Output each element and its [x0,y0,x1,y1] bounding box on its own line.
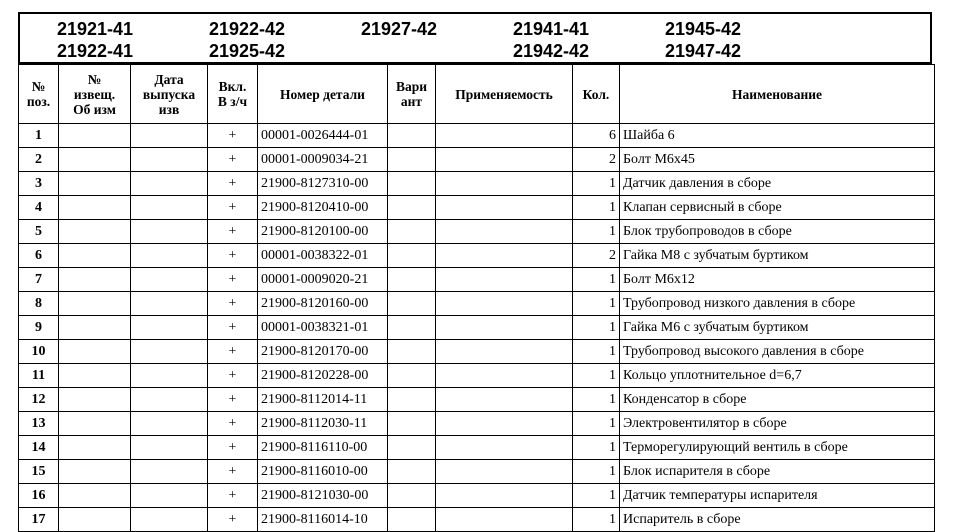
cell-included: + [208,124,258,148]
cell-pos: 6 [19,244,59,268]
table-header-row [19,65,935,124]
cell-applicability [436,340,573,364]
cell-pos: 8 [19,292,59,316]
cell-issue-date [131,196,208,220]
cell-pos: 4 [19,196,59,220]
cell-name: Трубопровод низкого давления в сборе [620,292,935,316]
cell-name: Болт М6х12 [620,268,935,292]
col-header-variant: Вари ант [388,65,436,124]
cell-issue-date [131,124,208,148]
table-row [19,388,935,412]
cell-notice [59,172,131,196]
cell-name: Шайба 6 [620,124,935,148]
cell-variant [388,436,436,460]
cell-variant [388,412,436,436]
cell-issue-date [131,412,208,436]
cell-name: Электровентилятор в сборе [620,412,935,436]
cell-included: + [208,316,258,340]
cell-notice [59,244,131,268]
cell-applicability [436,244,573,268]
cell-notice [59,388,131,412]
cell-variant [388,460,436,484]
cell-name: Болт М6х45 [620,148,935,172]
cell-part-number: 00001-0009020-21 [258,268,388,292]
cell-applicability [436,196,573,220]
cell-notice [59,220,131,244]
cell-issue-date [131,388,208,412]
cell-applicability [436,436,573,460]
table-row [19,316,935,340]
cell-qty: 1 [573,340,620,364]
cell-pos: 9 [19,316,59,340]
models-header [18,12,932,64]
cell-issue-date [131,268,208,292]
cell-issue-date [131,244,208,268]
cell-notice [59,148,131,172]
cell-qty: 1 [573,460,620,484]
cell-part-number: 21900-8116110-00 [258,436,388,460]
cell-variant [388,268,436,292]
cell-part-number: 00001-0026444-01 [258,124,388,148]
table-row [19,460,935,484]
cell-part-number: 21900-8112030-11 [258,412,388,436]
cell-applicability [436,172,573,196]
cell-part-number: 21900-8120160-00 [258,292,388,316]
cell-variant [388,124,436,148]
cell-issue-date [131,436,208,460]
cell-part-number: 21900-8112014-11 [258,388,388,412]
cell-name: Гайка М8 с зубчатым буртиком [620,244,935,268]
cell-issue-date [131,172,208,196]
cell-part-number: 21900-8127310-00 [258,172,388,196]
cell-qty: 1 [573,436,620,460]
table-row [19,172,935,196]
model-code: 21921-41 [57,19,134,39]
col-header-pos: № поз. [19,65,59,124]
cell-notice [59,292,131,316]
cell-qty: 6 [573,124,620,148]
cell-issue-date [131,508,208,532]
cell-included: + [208,244,258,268]
cell-pos: 15 [19,460,59,484]
cell-pos: 16 [19,484,59,508]
cell-notice [59,484,131,508]
table-row [19,484,935,508]
cell-qty: 1 [573,412,620,436]
cell-applicability [436,148,573,172]
cell-name: Терморегулирующий вентиль в сборе [620,436,935,460]
table-row [19,244,935,268]
cell-variant [388,340,436,364]
cell-notice [59,508,131,532]
cell-notice [59,412,131,436]
cell-included: + [208,220,258,244]
cell-pos: 11 [19,364,59,388]
model-code: 21945-42 [665,19,742,39]
cell-variant [388,388,436,412]
cell-included: + [208,388,258,412]
parts-table [18,64,935,532]
cell-issue-date [131,292,208,316]
cell-notice [59,436,131,460]
cell-notice [59,268,131,292]
cell-qty: 1 [573,316,620,340]
cell-name: Датчик давления в сборе [620,172,935,196]
cell-part-number: 21900-8116014-10 [258,508,388,532]
cell-included: + [208,292,258,316]
model-code: 21942-42 [513,41,590,61]
cell-applicability [436,388,573,412]
cell-name: Блок испарителя в сборе [620,460,935,484]
table-row [19,292,935,316]
cell-included: + [208,364,258,388]
cell-name: Конденсатор в сборе [620,388,935,412]
model-code: 21941-41 [513,19,590,39]
cell-pos: 14 [19,436,59,460]
cell-notice [59,196,131,220]
cell-issue-date [131,220,208,244]
table-row [19,124,935,148]
col-header-name: Наименование [620,65,935,124]
cell-applicability [436,412,573,436]
cell-included: + [208,340,258,364]
cell-part-number: 21900-8120100-00 [258,220,388,244]
cell-variant [388,244,436,268]
col-header-qty: Кол. [573,65,620,124]
cell-pos: 12 [19,388,59,412]
cell-applicability [436,268,573,292]
cell-applicability [436,316,573,340]
cell-notice [59,316,131,340]
cell-included: + [208,508,258,532]
cell-applicability [436,364,573,388]
cell-notice [59,364,131,388]
cell-name: Испаритель в сборе [620,508,935,532]
cell-qty: 1 [573,388,620,412]
cell-qty: 1 [573,172,620,196]
cell-pos: 1 [19,124,59,148]
cell-included: + [208,436,258,460]
cell-variant [388,364,436,388]
cell-pos: 13 [19,412,59,436]
cell-pos: 3 [19,172,59,196]
cell-qty: 1 [573,292,620,316]
cell-qty: 1 [573,508,620,532]
model-code: 21947-42 [665,41,742,61]
cell-issue-date [131,316,208,340]
table-row [19,268,935,292]
cell-pos: 10 [19,340,59,364]
table-row [19,148,935,172]
model-code: 21922-42 [209,19,286,39]
cell-applicability [436,292,573,316]
table-row [19,508,935,532]
cell-included: + [208,460,258,484]
cell-included: + [208,484,258,508]
cell-applicability [436,460,573,484]
cell-notice [59,124,131,148]
cell-qty: 1 [573,484,620,508]
cell-included: + [208,412,258,436]
cell-pos: 2 [19,148,59,172]
cell-pos: 5 [19,220,59,244]
col-header-part-number: Номер детали [258,65,388,124]
cell-applicability [436,508,573,532]
table-row [19,412,935,436]
cell-included: + [208,196,258,220]
cell-included: + [208,172,258,196]
cell-part-number: 21900-8121030-00 [258,484,388,508]
cell-variant [388,148,436,172]
cell-variant [388,196,436,220]
cell-part-number: 21900-8116010-00 [258,460,388,484]
table-row [19,364,935,388]
cell-qty: 2 [573,244,620,268]
cell-part-number: 21900-8120170-00 [258,340,388,364]
model-code: 21925-42 [209,41,286,61]
cell-applicability [436,124,573,148]
cell-applicability [436,220,573,244]
col-header-notice: № извещ. Об изм [59,65,131,124]
cell-pos: 17 [19,508,59,532]
cell-included: + [208,148,258,172]
cell-applicability [436,484,573,508]
cell-qty: 1 [573,220,620,244]
cell-qty: 2 [573,148,620,172]
cell-name: Датчик температуры испарителя [620,484,935,508]
cell-notice [59,460,131,484]
cell-variant [388,292,436,316]
table-row [19,196,935,220]
cell-name: Трубопровод высокого давления в сборе [620,340,935,364]
cell-variant [388,172,436,196]
model-code: 21927-42 [361,19,438,39]
cell-name: Кольцо уплотнительное d=6,7 [620,364,935,388]
cell-issue-date [131,484,208,508]
cell-variant [388,508,436,532]
cell-variant [388,484,436,508]
cell-issue-date [131,340,208,364]
cell-part-number: 00001-0038322-01 [258,244,388,268]
cell-included: + [208,268,258,292]
col-header-included: Вкл. В з/ч [208,65,258,124]
cell-part-number: 00001-0009034-21 [258,148,388,172]
table-row [19,436,935,460]
cell-part-number: 21900-8120228-00 [258,364,388,388]
table-row [19,340,935,364]
cell-name: Блок трубопроводов в сборе [620,220,935,244]
cell-variant [388,316,436,340]
cell-name: Гайка М6 с зубчатым буртиком [620,316,935,340]
cell-issue-date [131,460,208,484]
cell-pos: 7 [19,268,59,292]
cell-issue-date [131,148,208,172]
cell-issue-date [131,364,208,388]
cell-qty: 1 [573,196,620,220]
model-code: 21922-41 [57,41,134,61]
cell-part-number: 21900-8120410-00 [258,196,388,220]
cell-qty: 1 [573,268,620,292]
table-row [19,220,935,244]
cell-name: Клапан сервисный в сборе [620,196,935,220]
cell-qty: 1 [573,364,620,388]
cell-part-number: 00001-0038321-01 [258,316,388,340]
cell-variant [388,220,436,244]
cell-notice [59,340,131,364]
col-header-issue-date: Дата выпуска изв [131,65,208,124]
col-header-applicability: Применяемость [436,65,573,124]
